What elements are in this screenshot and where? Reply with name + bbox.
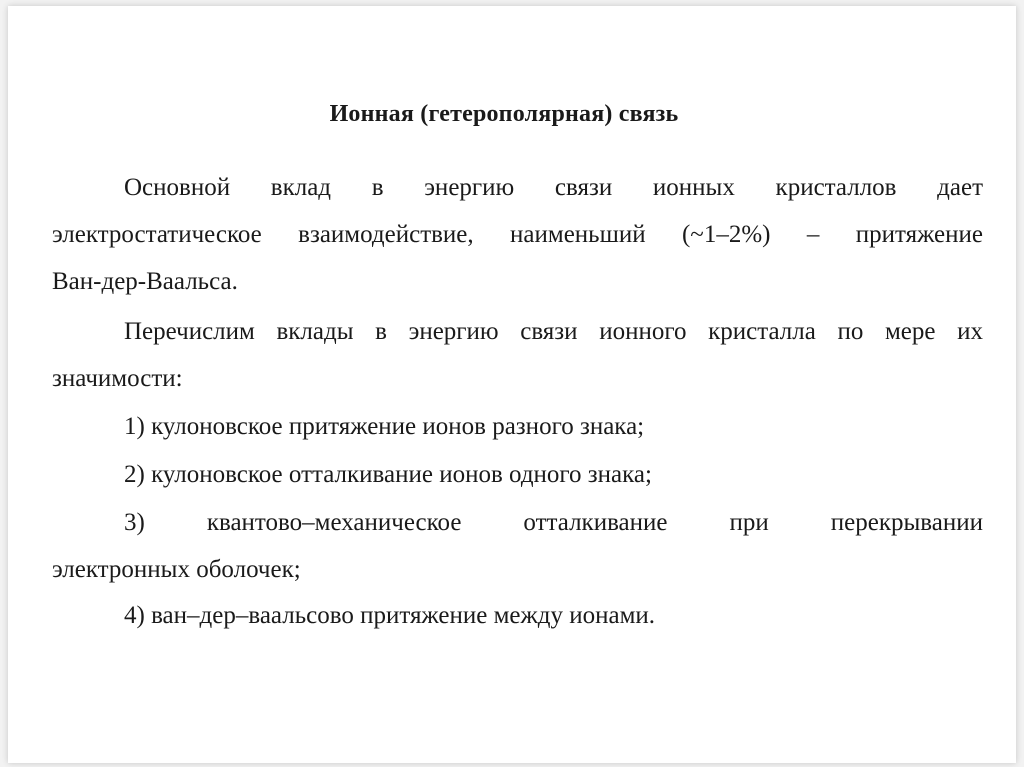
paragraph-2-line-2: значимости: bbox=[52, 365, 183, 392]
list-item-3-line-2: электронных оболочек; bbox=[52, 556, 301, 583]
paragraph-2-line-1: Перечислим вклады в энергию связи ионного кристалла по мере их bbox=[124, 318, 983, 345]
paragraph-2 bbox=[52, 308, 983, 402]
list-item-1-text: 1) кулоновское притяжение ионов разного знака; bbox=[124, 413, 645, 440]
paragraph-1-line-1: Основной вклад в энергию связи ионных кристаллов дает bbox=[124, 174, 983, 201]
list-item-2-text: 2) кулоновское отталкивание ионов одного знака; bbox=[124, 461, 652, 488]
list-item-3-line-1: 3) квантово–механическое отталкивание при перекрывании bbox=[124, 509, 983, 536]
paragraph-1 bbox=[52, 164, 983, 305]
paragraph-1-line-3: Ван-дер-Ваальса. bbox=[52, 268, 238, 295]
list-item-3 bbox=[52, 499, 983, 593]
paragraph-1-line-2: электростатическое взаимодействие, наименьший (~1–2%) – притяжение bbox=[52, 221, 983, 248]
list-item-1 bbox=[52, 403, 983, 450]
list-item-2 bbox=[52, 451, 983, 498]
list-item-4-text: 4) ван–дер–ваальсово притяжение между ионами. bbox=[124, 602, 656, 629]
document-title: Ионная (гетерополярная) связь bbox=[329, 101, 679, 127]
list-item-4 bbox=[52, 592, 983, 639]
